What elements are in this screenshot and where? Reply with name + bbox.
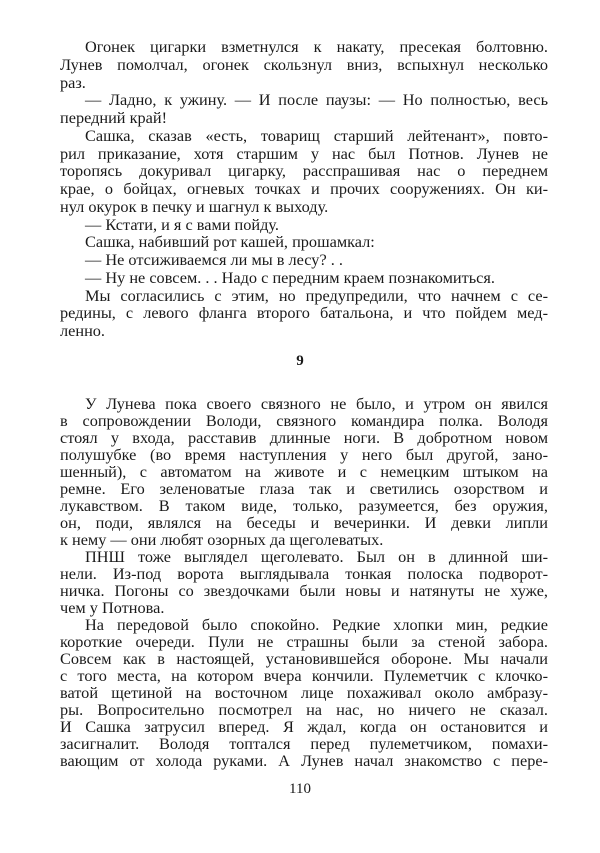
text-line: — Ну не совсем. . . Надо с передним краем познакомиться.: [85, 267, 495, 287]
text-line: в сопровождении Володи, связного командира полка. Володя: [60, 411, 548, 430]
text-line: Лунев помолчал, огонек скользнул вниз, вспыхнул несколько: [60, 54, 548, 74]
paragraph: [60, 38, 548, 91]
text-line: нели. Из-под ворота выглядывала тонкая полоска подворот-: [60, 564, 548, 583]
text-line: На передовой было спокойно. Редкие хлопки мин, редкие: [85, 615, 548, 634]
paragraph: [60, 91, 548, 127]
text-line: У Лунева пока своего связного не было, и утром он явился: [85, 394, 548, 413]
text-line: ПНШ тоже выглядел щеголевато. Был он в длинной ши-: [85, 547, 548, 566]
text-line: вающим от холода руками. А Лунев начал знакомство с пере-: [60, 751, 548, 770]
text-section-2: [60, 395, 548, 769]
text-line: раз.: [60, 72, 86, 92]
text-line: Сашка, сказав «есть, товарищ старший лейтенант», повто-: [85, 125, 548, 145]
text-line: — Не отсиживаемся ли мы в лесу? . .: [85, 250, 343, 269]
paragraph: [60, 616, 548, 769]
text-line: рил приказание, хотя старшим у нас был Потнов. Лунев не: [60, 143, 548, 163]
page-number: 110: [289, 781, 311, 797]
text-line: И Сашка затрусил вперед. Я ждал, когда он остановится и: [60, 717, 548, 736]
text-line: ремне. Его зеленоватые глаза так и светились озорством и: [60, 479, 548, 498]
paragraph: [60, 395, 548, 548]
text-section-1: [60, 38, 548, 340]
text-line: крае, о бойцах, огневых точках и прочих сооружениях. Он ки-: [60, 179, 548, 198]
paragraph: [60, 127, 548, 216]
text-line: ничка. Погоны со звездочками были новы и натянуты не хуже,: [60, 581, 548, 600]
text-line: Мы согласились с этим, но предупредили, что начнем с се-: [85, 285, 548, 305]
text-line: лукавством. В таком виде, только, разумеется, без оружия,: [60, 496, 548, 515]
text-line: шенный), с автоматом на животе и с немецким штыком на: [60, 462, 548, 481]
text-line: чем у Потнова.: [60, 598, 165, 617]
paragraph: [60, 548, 548, 616]
text-line: Совсем как в настоящей, установившейся обороне. Мы начали: [60, 649, 548, 668]
text-line: передний край!: [60, 108, 167, 127]
text-line: короткие очереди. Пули не страшны были за стеной забора.: [60, 632, 548, 651]
text-line: ры. Вопросительно посмотрел на нас, но ничего не сказал.: [60, 700, 548, 719]
chapter-heading: 9: [296, 353, 304, 369]
text-line: нул окурок в печку и шагнул к выходу.: [60, 196, 329, 216]
text-line: к нему — они любят озорных да щеголеватых.: [60, 530, 384, 549]
text-line: засигналит. Володя топтался перед пулеметчиком, помахи-: [60, 734, 548, 753]
text-line: полушубке (во время наступления у него был другой, зано-: [60, 445, 548, 464]
text-line: он, поди, являлся на беседы и вечеринки. И девки липли: [60, 513, 548, 532]
text-line: стоял у входа, расставив длинные ноги. В добротном новом: [60, 428, 548, 447]
paragraph: [60, 287, 548, 340]
paragraph: [60, 251, 548, 269]
text-line: — Кстати, и я с вами пойду.: [85, 214, 279, 234]
text-line: ленно.: [60, 321, 105, 340]
paragraph: [60, 269, 548, 287]
text-line: — Ладно, к ужину. — И после паузы: — Но полностью, весь: [85, 90, 548, 110]
text-line: Огонек цигарки взметнулся к накату, пресекая болтовню.: [85, 37, 548, 56]
text-line: ватой щетиной на восточном лице похаживал около амбразу-: [60, 683, 548, 702]
text-line: торопясь докуривал цигарку, расспрашивая нас о переднем: [60, 161, 548, 181]
text-line: Сашка, набивший рот кашей, прошамкал:: [85, 232, 375, 252]
text-line: редины, с левого фланга второго батальона, и что пойдем мед-: [60, 303, 548, 323]
paragraph: [60, 216, 548, 234]
paragraph: [60, 233, 548, 251]
text-line: с того места, на котором вчера кончили. Пулеметчик с клочко-: [60, 666, 548, 685]
